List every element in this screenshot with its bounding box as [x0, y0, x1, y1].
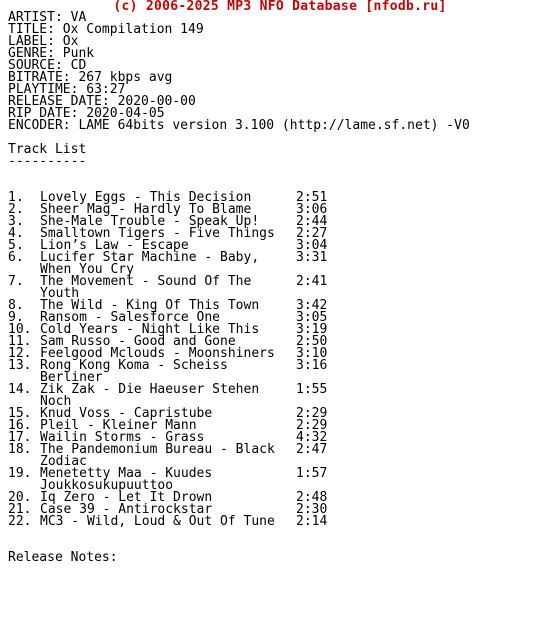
track-title: Rong Kong Koma - Scheiss Berliner	[40, 358, 236, 385]
track-number: 16.	[8, 418, 32, 433]
track-number: 22.	[8, 514, 32, 529]
track-title: Sam Russo - Good and Gone	[40, 334, 236, 349]
bitrate-line: BITRATE: 267 kbps avg	[8, 70, 173, 85]
track-duration: 2:48	[296, 490, 328, 505]
track-title: Smalltown Tigers - Five Things	[40, 226, 275, 241]
genre-line: GENRE: Punk	[8, 46, 95, 61]
track-number: 8.	[8, 298, 24, 313]
track-title: Lovely Eggs - This Decision	[40, 190, 252, 205]
track-duration: 3:05	[296, 310, 328, 325]
track-title: Menetetty Maa - Kuudes Joukkosukupuuttoo	[40, 466, 221, 493]
track-duration: 3:42	[296, 298, 328, 313]
track-title: She-Male Trouble - Speak Up!	[40, 214, 260, 229]
track-row	[8, 444, 556, 468]
track-row	[8, 516, 556, 528]
track-title: The Pandemonium Bureau - Black Zodiac	[40, 442, 283, 469]
track-number: 3.	[8, 214, 24, 229]
track-duration: 3:16	[296, 358, 328, 373]
track-duration: 4:32	[296, 430, 328, 445]
track-number: 5.	[8, 238, 24, 253]
track-duration: 2:44	[296, 214, 328, 229]
track-number: 18.	[8, 442, 32, 457]
track-row	[8, 360, 556, 384]
source-line: SOURCE: CD	[8, 58, 87, 73]
spacer	[8, 132, 556, 144]
track-title: The Wild - King Of This Town	[40, 298, 260, 313]
track-duration: 2:30	[296, 502, 328, 517]
playtime-line: PLAYTIME: 63:27	[8, 82, 126, 97]
track-number: 10.	[8, 322, 32, 337]
track-number: 14.	[8, 382, 32, 397]
track-title: Wailin Storms - Grass	[40, 430, 205, 445]
track-number: 6.	[8, 250, 24, 265]
track-number: 15.	[8, 406, 32, 421]
track-duration: 3:04	[296, 238, 328, 253]
track-title: Case 39 - Antirockstar	[40, 502, 213, 517]
track-row	[8, 252, 556, 276]
tracklist-heading: Track List	[8, 142, 87, 157]
track-title: Knud Voss - Capristube	[40, 406, 213, 421]
label-line: LABEL: Ox	[8, 34, 79, 49]
track-duration: 2:51	[296, 190, 328, 205]
track-title: Feelgood Mclouds - Moonshiners	[40, 346, 275, 361]
rip-date-line: RIP DATE: 2020-04-05	[8, 106, 165, 121]
track-row	[8, 384, 556, 408]
track-list	[8, 192, 556, 528]
encoder-line: ENCODER: LAME 64bits version 3.100 (http://lame.sf.net) -V0	[8, 118, 470, 133]
track-row	[8, 468, 556, 492]
track-title: Pleil - Kleiner Mann	[40, 418, 197, 433]
site-banner[interactable]: (c) 2006-2025 MP3 NFO Database [nfodb.ru]	[113, 0, 447, 14]
track-number: 20.	[8, 490, 32, 505]
track-number: 1.	[8, 190, 24, 205]
track-duration: 2:47	[296, 442, 328, 457]
track-duration: 3:06	[296, 202, 328, 217]
title-line: TITLE: Ox Compilation 149	[8, 22, 204, 37]
track-title: Lucifer Star Machine - Baby, When You Cry	[40, 250, 267, 277]
track-duration: 1:57	[296, 466, 328, 481]
track-title: Cold Years - Night Like This	[40, 322, 260, 337]
spacer	[8, 528, 556, 540]
tracklist-underline: ----------	[8, 154, 87, 169]
track-number: 4.	[8, 226, 24, 241]
track-title: MC3 - Wild, Loud & Out Of Tune	[40, 514, 275, 529]
release-notes-heading: Release Notes:	[8, 550, 118, 565]
track-title: Ransom - Salesforce One	[40, 310, 221, 325]
track-number: 12.	[8, 346, 32, 361]
spacer	[8, 168, 556, 180]
track-duration: 2:14	[296, 514, 328, 529]
track-number: 17.	[8, 430, 32, 445]
track-title: Iq Zero - Let It Drown	[40, 490, 213, 505]
track-number: 13.	[8, 358, 32, 373]
track-duration: 3:31	[296, 250, 328, 265]
track-duration: 2:41	[296, 274, 328, 289]
track-title: Sheer Mag - Hardly To Blame	[40, 202, 252, 217]
track-title: Zik Zak - Die Haeuser Stehen Noch	[40, 382, 267, 409]
track-duration: 3:10	[296, 346, 328, 361]
track-duration: 2:29	[296, 406, 328, 421]
track-duration: 2:27	[296, 226, 328, 241]
track-duration: 2:29	[296, 418, 328, 433]
track-duration: 2:50	[296, 334, 328, 349]
track-number: 21.	[8, 502, 32, 517]
track-duration: 3:19	[296, 322, 328, 337]
artist-line: ARTIST: VA	[8, 10, 87, 25]
nfo-text	[8, 12, 556, 564]
track-number: 9.	[8, 310, 24, 325]
track-row	[8, 276, 556, 300]
track-number: 2.	[8, 202, 24, 217]
track-duration: 1:55	[296, 382, 328, 397]
track-title: Lion’s Law - Escape	[40, 238, 189, 253]
track-number: 7.	[8, 274, 24, 289]
release-date-line: RELEASE DATE: 2020-00-00	[8, 94, 196, 109]
track-number: 11.	[8, 334, 32, 349]
track-number: 19.	[8, 466, 32, 481]
track-title: The Movement - Sound Of The Youth	[40, 274, 260, 301]
